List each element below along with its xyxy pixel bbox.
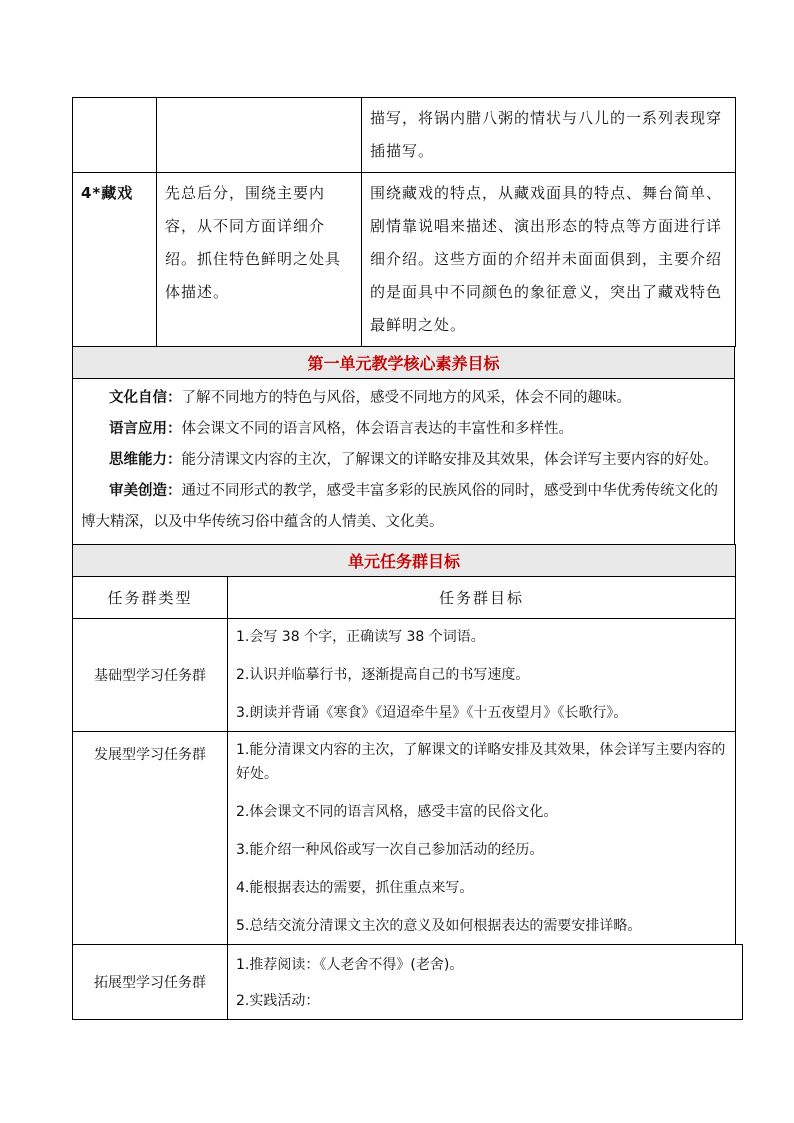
task-item: 1.推荐阅读：《人老舍不得》(老舍)。 [236,957,464,973]
task-group-type: 发展型学习任务群 [73,732,228,945]
task-goals-title: 单元任务群目标 [73,545,736,577]
task-item: 4.能根据表达的需要，抓住重点来写。 [236,880,474,896]
task-goals-title-row [73,545,736,577]
lesson-name-cell [73,98,157,173]
task-group-row [73,619,736,732]
detail-cell [362,98,736,173]
task-item: 1.会写 38 个字，正确读写 38 个词语。 [236,629,485,645]
goal-label: 审美创造： [109,483,182,499]
task-item: 3.朗读并背诵《寒食》《迢迢牵牛星》《十五夜望月》《长歌行》。 [236,705,628,721]
core-goals-list [73,379,734,544]
core-goals-table [72,346,735,545]
task-group-type: 基础型学习任务群 [73,619,228,732]
goal-label: 思维能力： [109,452,182,468]
lesson-method [157,98,361,106]
task-item: 2.实践活动： [236,993,320,1009]
goal-text: 通过不同形式的教学，感受丰富多彩的民族风俗的同时，感受到中华优秀传统文化的博大精深，以及中华传统习俗中蕴含的人情美、文化美。 [81,483,718,530]
extension-table [72,944,743,1020]
goal-item [81,445,728,476]
core-goals-body-row [73,379,735,545]
task-item: 1.能分清课文内容的主次，了解课文的详略安排及其效果，体会详写主要内容的好处。 [236,742,726,782]
lesson-row [73,173,736,347]
goal-label: 语言应用： [109,421,182,437]
goal-item [81,383,728,414]
goal-item [81,414,728,445]
lesson-method: 先总后分，围绕主要内容，从不同方面详细介绍。抓住特色鲜明之处具体描述。 [165,184,342,301]
method-cell [157,98,362,173]
task-group-items-cell [228,619,736,732]
task-group-items-cell [228,945,743,1020]
method-cell [157,173,362,347]
task-goals-table [72,544,736,945]
goal-item [81,476,728,538]
task-group-items [228,945,742,1019]
lesson-row [73,98,736,173]
task-goals-header-row [73,577,736,619]
task-item: 3.能介绍一种风俗或写一次自己参加活动的经历。 [236,842,544,858]
core-goals-title: 第一单元教学核心素养目标 [73,347,735,379]
task-group-type: 拓展型学习任务群 [73,945,228,1020]
task-group-row [73,732,736,945]
goal-text: 能分清课文内容的主次，了解课文的详略安排及其效果，体会详写主要内容的好处。 [181,452,718,468]
goal-label: 文化自信： [109,390,182,406]
lesson-detail: 描写，将锅内腊八粥的情状与八儿的一系列表现穿插描写。 [370,109,723,160]
task-group-row [73,945,743,1020]
core-goals-title-row [73,347,735,379]
task-group-items [228,732,735,944]
task-item: 2.体会课文不同的语言风格，感受丰富的民俗文化。 [236,804,558,820]
core-goals-body [73,379,735,545]
task-group-items [228,619,735,731]
task-item: 5.总结交流分清课文主次的意义及如何根据表达的需要安排详略。 [236,918,642,934]
lesson-name-cell [73,173,157,347]
task-group-items-cell [228,732,736,945]
detail-cell [362,173,736,347]
document-sheet [72,97,735,1020]
goal-text: 了解不同地方的特色与风俗，感受不同地方的风采，体会不同的趣味。 [181,390,631,406]
lesson-name [73,98,156,106]
lesson-table [72,97,736,347]
column-header-goal: 任务群目标 [228,577,736,619]
lesson-name: 4*藏戏 [81,184,134,202]
lesson-detail: 围绕藏戏的特点，从藏戏面具的特点、舞台简单、剧情靠说唱来描述、演出形态的特点等方面进行详细介绍。这些方面的介绍并未面面俱到，主要介绍的是面具中不同颜色的象征意义，突出了藏戏特色最鲜明之处。 [370,184,723,334]
goal-text: 体会课文不同的语言风格，体会语言表达的丰富性和多样性。 [181,421,573,437]
task-item: 2.认识并临摹行书，逐渐提高自己的书写速度。 [236,667,530,683]
column-header-type: 任务群类型 [73,577,228,619]
